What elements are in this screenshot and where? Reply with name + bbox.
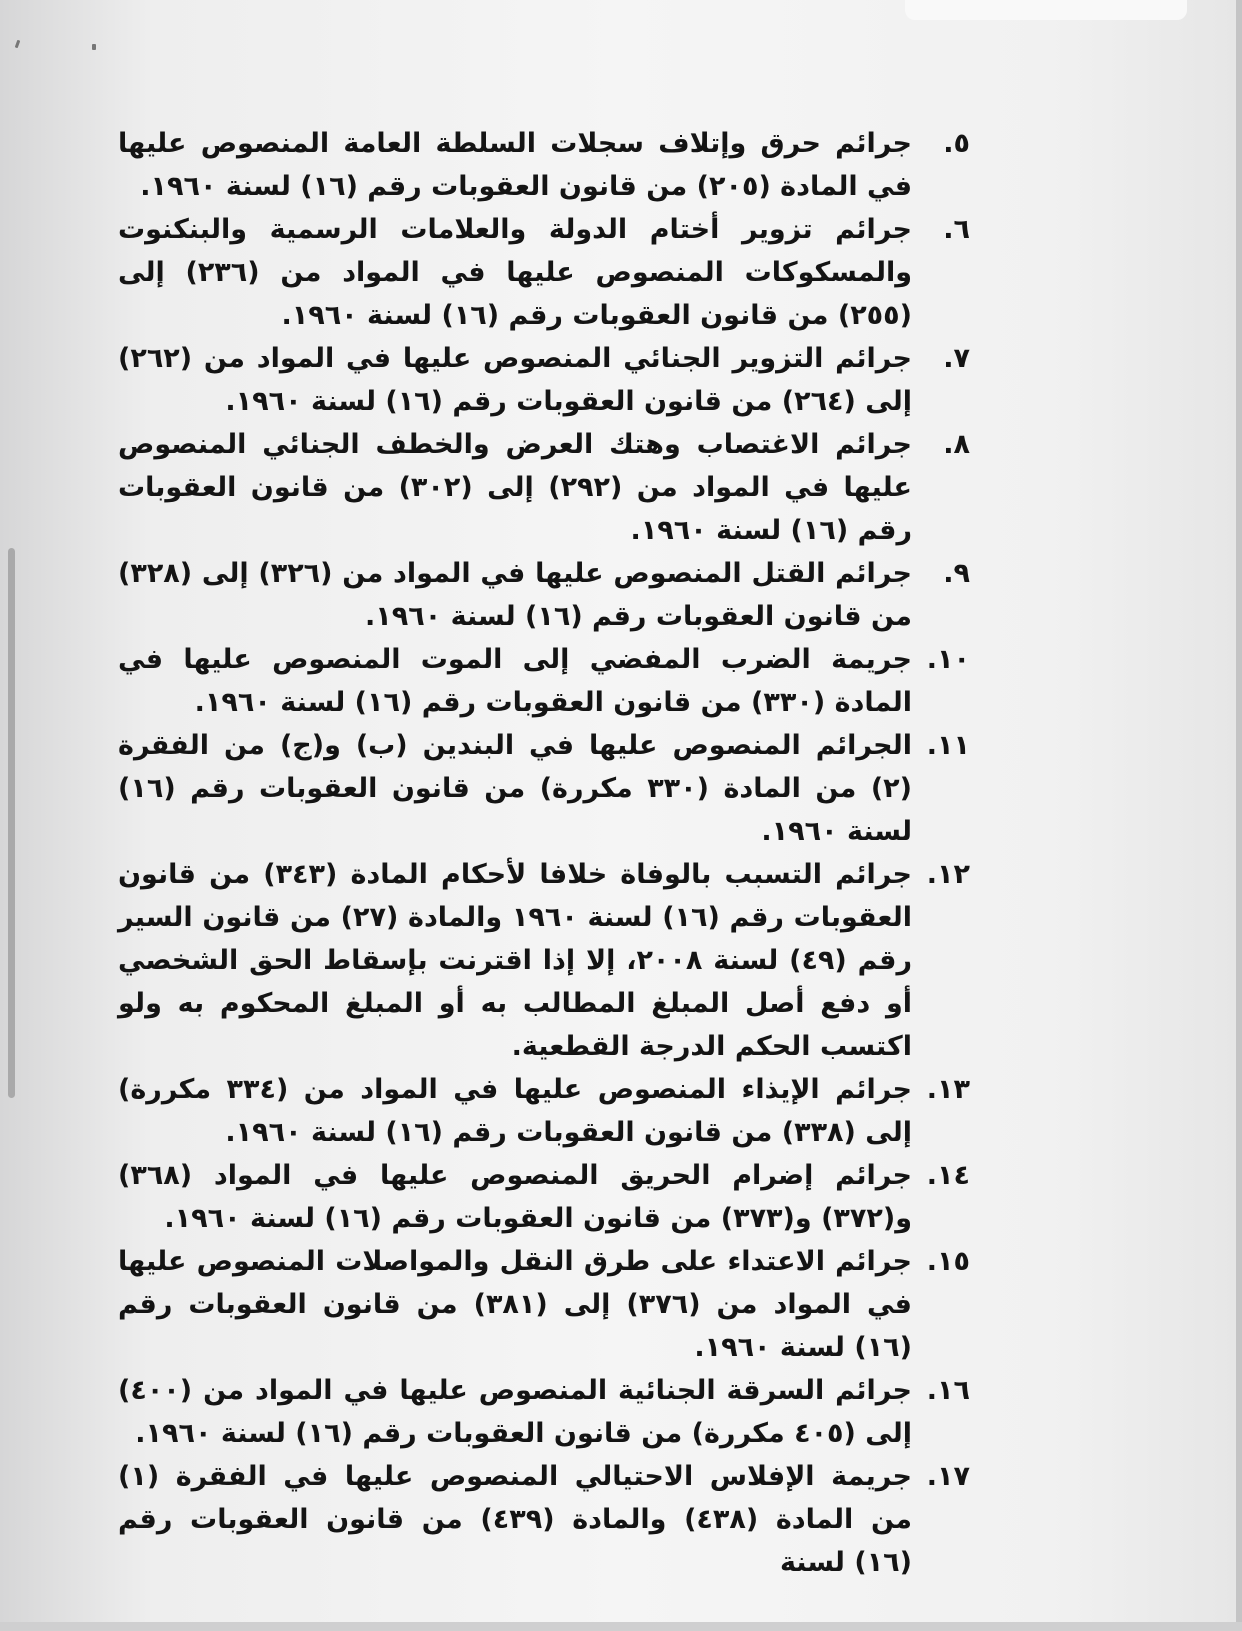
item-text: الجرائم المنصوص عليها في البندين (ب) و(ج) من الفقرة (٢) من المادة (٣٣٠ مكررة) من قانون العقوبات رقم (١٦) لسنة ١٩٦٠. — [118, 730, 912, 847]
paper-speck — [15, 40, 21, 49]
item-number: ٧. — [943, 343, 970, 374]
list-item — [118, 552, 970, 638]
item-text: جرائم تزوير أختام الدولة والعلامات الرسمية والبنكنوت والمسكوكات المنصوص عليها في المواد من (٢٣٦) إلى (٢٥٥) من قانون العقوبات رقم (١٦) لسنة ١٩٦٠. — [118, 214, 912, 331]
scrollbar-thumb[interactable] — [8, 548, 15, 1098]
list-item — [118, 423, 970, 552]
item-number: ٦. — [943, 214, 970, 245]
item-text: جرائم حرق وإتلاف سجلات السلطة العامة المنصوص عليها في المادة (٢٠٥) من قانون العقوبات رقم (١٦) لسنة ١٩٦٠. — [118, 128, 912, 202]
item-number: ١٦. — [926, 1375, 970, 1406]
item-number: ١٢. — [926, 859, 970, 890]
item-number: ١٥. — [926, 1246, 970, 1277]
list-item — [118, 208, 970, 337]
item-number: ١٣. — [926, 1074, 970, 1105]
list-item — [118, 1154, 970, 1240]
item-text: جرائم القتل المنصوص عليها في المواد من (٣٢٦) إلى (٣٢٨) من قانون العقوبات رقم (١٦) لسنة ١٩٦٠. — [118, 558, 912, 632]
list-item — [118, 1369, 970, 1455]
list-item — [118, 853, 970, 1068]
item-text: جرائم التزوير الجنائي المنصوص عليها في المواد من (٢٦٢) إلى (٢٦٤) من قانون العقوبات رقم (١٦) لسنة ١٩٦٠. — [118, 343, 912, 417]
list-item — [118, 638, 970, 724]
item-text: جرائم إضرام الحريق المنصوص عليها في المواد (٣٦٨) و(٣٧٢) و(٣٧٣) من قانون العقوبات رقم (١٦) لسنة ١٩٦٠. — [118, 1160, 912, 1234]
list-item — [118, 337, 970, 423]
list-item — [118, 1455, 970, 1584]
item-text: جريمة الإفلاس الاحتيالي المنصوص عليها في الفقرة (١) من المادة (٤٣٨) والمادة (٤٣٩) من قانون العقوبات رقم (١٦) لسنة — [118, 1461, 912, 1578]
list-item — [118, 724, 970, 853]
paper-speck — [92, 44, 96, 50]
item-text: جرائم التسبب بالوفاة خلافا لأحكام المادة (٣٤٣) من قانون العقوبات رقم (١٦) لسنة ١٩٦٠ والمادة (٢٧) من قانون السير رقم (٤٩) لسنة ٢٠٠٨، إلا إذا اقترنت بإسقاط الحق الشخصي أو دفع أصل المبلغ المطالب به أو المبلغ المحكوم به ولو اكتسب الحكم الدرجة القطعية. — [118, 859, 913, 1062]
item-number: ١٤. — [926, 1160, 970, 1191]
list-item — [118, 122, 970, 208]
list-item — [118, 1240, 970, 1369]
item-number: ١٧. — [926, 1461, 970, 1492]
window-edge — [1236, 0, 1242, 1631]
item-text: جرائم السرقة الجنائية المنصوص عليها في المواد من (٤٠٠) إلى (٤٠٥ مكررة) من قانون العقوبات رقم (١٦) لسنة ١٩٦٠. — [118, 1375, 912, 1449]
corner-tab — [905, 0, 1187, 20]
document-text — [118, 122, 970, 1584]
item-text: جرائم الإيذاء المنصوص عليها في المواد من (٣٣٤ مكررة) إلى (٣٣٨) من قانون العقوبات رقم (١٦) لسنة ١٩٦٠. — [118, 1074, 912, 1148]
window-edge — [0, 1622, 1242, 1631]
item-text: جرائم الاعتداء على طرق النقل والمواصلات المنصوص عليها في المواد من (٣٧٦) إلى (٣٨١) من قانون العقوبات رقم (١٦) لسنة ١٩٦٠. — [118, 1246, 912, 1363]
item-text: جريمة الضرب المفضي إلى الموت المنصوص عليها في المادة (٣٣٠) من قانون العقوبات رقم (١٦) لسنة ١٩٦٠. — [118, 644, 912, 718]
item-number: ٨. — [943, 429, 970, 460]
item-number: ١٠. — [926, 644, 970, 675]
item-number: ٥. — [943, 128, 970, 159]
item-text: جرائم الاغتصاب وهتك العرض والخطف الجنائي المنصوص عليها في المواد من (٢٩٢) إلى (٣٠٢) من قانون العقوبات رقم (١٦) لسنة ١٩٦٠. — [118, 429, 912, 546]
item-number: ١١. — [926, 730, 970, 761]
item-number: ٩. — [943, 558, 970, 589]
list-item — [118, 1068, 970, 1154]
